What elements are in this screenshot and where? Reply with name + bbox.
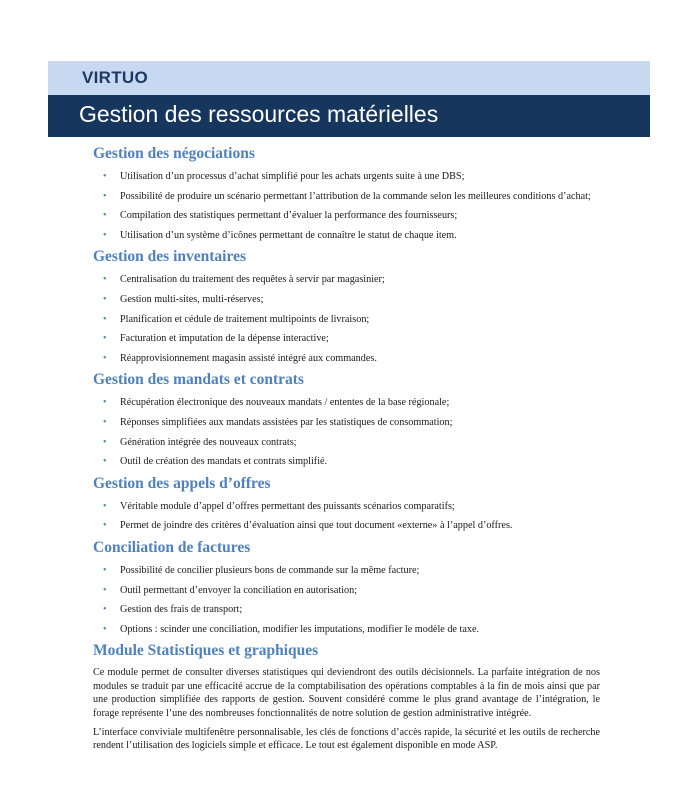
- bullet-icon: •: [103, 456, 107, 468]
- list-item: [0, 561, 700, 581]
- list-item-text: Utilisation d’un système d’icônes permettant de connaître le statut de chaque item.: [120, 229, 457, 241]
- bullet-icon: •: [103, 293, 107, 305]
- list-item-text: Utilisation d’un processus d’achat simplifié pour les achats urgents suite à une DBS;: [120, 171, 465, 182]
- section-inventaires: [0, 246, 700, 368]
- bullet-list: [0, 167, 700, 245]
- bullet-icon: •: [103, 210, 107, 222]
- list-item: [0, 620, 700, 640]
- list-item-text: Compilation des statistiques permettant d’évaluer la performance des fournisseurs;: [120, 210, 458, 222]
- bullet-icon: •: [103, 313, 107, 325]
- bullet-icon: •: [103, 604, 107, 616]
- list-item-text: Réponses simplifiées aux mandats assistées par les statistiques de consommation;: [120, 416, 453, 428]
- list-item-text: Possibilité de produire un scénario permettant l’attribution de la commande selon les meilleures conditions d’achat;: [120, 190, 591, 202]
- bullet-icon: •: [103, 416, 107, 428]
- list-item-text: Permet de joindre des critères d’évaluation ainsi que tout document «externe» à l’appel d’offres.: [120, 520, 513, 532]
- bullet-list: [0, 497, 700, 536]
- section-mandats-contrats: [0, 369, 700, 471]
- list-item-text: Outil de création des mandats et contrats simplifié.: [120, 456, 328, 468]
- list-item: [0, 349, 700, 369]
- section-statistiques: [0, 640, 700, 752]
- bullet-icon: •: [103, 623, 107, 635]
- list-item: [0, 187, 700, 207]
- title-banner: [48, 95, 650, 137]
- section-heading: Module Statistiques et graphiques: [93, 642, 319, 660]
- list-item-text: Outil permettant d’envoyer la conciliation en autorisation;: [120, 584, 358, 596]
- section-heading: Gestion des appels d’offres: [93, 474, 271, 492]
- brand-name: VIRTUO: [82, 68, 149, 87]
- bullet-icon: •: [103, 584, 107, 596]
- bullet-icon: •: [103, 520, 107, 532]
- section-conciliation-factures: [0, 537, 700, 639]
- list-item-text: Récupération électronique des nouveaux mandats / ententes de la base régionale;: [120, 397, 450, 409]
- list-item-text: Génération intégrée des nouveaux contrats;: [120, 436, 297, 448]
- list-item: [0, 497, 700, 517]
- brand-banner: [48, 61, 650, 95]
- list-item: [0, 290, 700, 310]
- list-item: [0, 270, 700, 290]
- list-item: [0, 600, 700, 620]
- list-item-text: Centralisation du traitement des requêtes à servir par magasinier;: [120, 274, 385, 286]
- page-title: Gestion des ressources matérielles: [79, 101, 439, 127]
- section-heading: Gestion des négociations: [93, 145, 255, 162]
- list-item: [0, 516, 700, 536]
- list-item: [0, 452, 700, 472]
- list-item-text: Facturation et imputation de la dépense interactive;: [120, 333, 329, 345]
- list-item-text: Véritable module d’appel d’offres permettant des puissants scénarios comparatifs;: [120, 500, 455, 512]
- section-appels-offres: [0, 473, 700, 536]
- list-item-text: Gestion des frais de transport;: [120, 604, 243, 616]
- body-paragraph: L’interface conviviale multifenêtre personnalisable, les clés de fonctions d’accès rapide, la sécurité et les outils de recherche rendent l’utilisation des logiciels simple et efficace. Le tout est également disponible en mode ASP.: [93, 726, 600, 752]
- section-negociations: [0, 143, 700, 245]
- bullet-icon: •: [103, 564, 107, 576]
- bullet-icon: •: [103, 274, 107, 286]
- list-item: [0, 329, 700, 349]
- list-item: [0, 206, 700, 226]
- bullet-icon: •: [103, 500, 107, 512]
- bullet-icon: •: [103, 190, 107, 202]
- bullet-icon: •: [103, 352, 107, 364]
- list-item-text: Gestion multi-sites, multi-réserves;: [120, 293, 264, 305]
- list-item: [0, 581, 700, 601]
- bullet-list: [0, 270, 700, 368]
- bullet-icon: •: [103, 333, 107, 345]
- section-heading: Gestion des mandats et contrats: [93, 371, 304, 389]
- bullet-icon: •: [103, 229, 107, 241]
- section-heading: Conciliation de factures: [93, 538, 251, 556]
- section-heading: Gestion des inventaires: [93, 248, 246, 266]
- list-item-text: Options : scinder une conciliation, modifier les imputations, modifier le modèle de taxe.: [120, 623, 480, 635]
- bullet-icon: •: [103, 171, 107, 182]
- list-item: [0, 226, 700, 246]
- bullet-list: [0, 393, 700, 471]
- list-item-text: Planification et cédule de traitement multipoints de livraison;: [120, 313, 370, 325]
- document-content: [0, 143, 700, 759]
- list-item: [0, 413, 700, 433]
- list-item: [0, 393, 700, 413]
- bullet-list: [0, 561, 700, 639]
- list-item: [0, 310, 700, 330]
- bullet-icon: •: [103, 397, 107, 409]
- list-item: [0, 167, 700, 187]
- body-paragraph: Ce module permet de consulter diverses statistiques qui deviendront des outils décisionnels. La parfaite intégration de nos modules se traduit par une efficacité accrue de la comptabilisation des opérations comptables à la fin de mois ainsi que par une production simplifiée des rapports de gestion. Souvent considéré comme le plus grand avantage de l’intégration, le forage représente l’une des nombreuses fonctionnalités de notre solution de gestion administrative intégrée.: [93, 667, 600, 719]
- list-item: [0, 433, 700, 453]
- list-item-text: Possibilité de concilier plusieurs bons de commande sur la même facture;: [120, 564, 420, 576]
- bullet-icon: •: [103, 436, 107, 448]
- list-item-text: Réapprovisionnement magasin assisté intégré aux commandes.: [120, 352, 377, 364]
